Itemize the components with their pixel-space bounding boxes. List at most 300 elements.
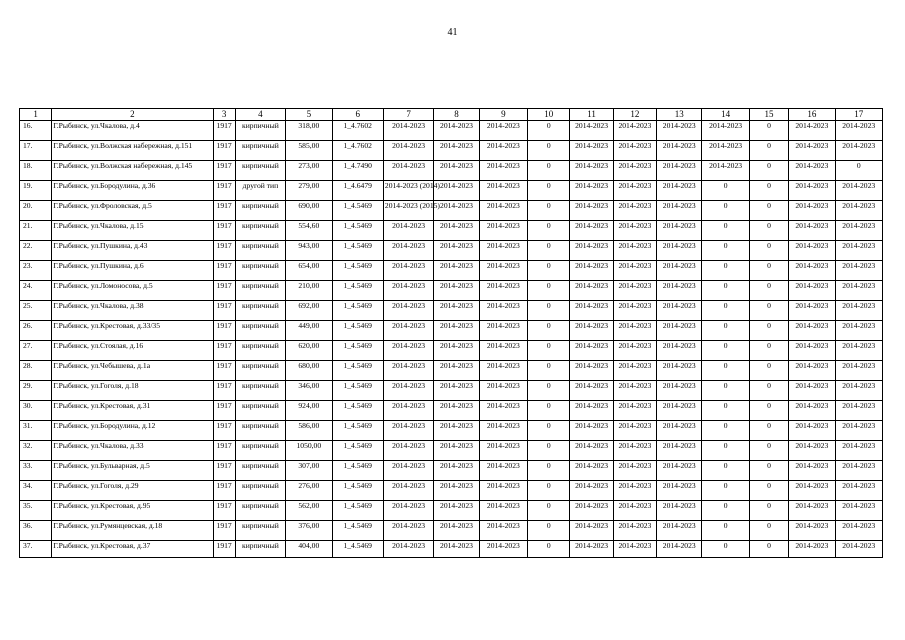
table-cell: 2014-2023 (434, 381, 479, 401)
table-cell: 0 (749, 401, 788, 421)
table-cell: 404,00 (286, 541, 332, 558)
table-cell: 2014-2023 (789, 141, 835, 161)
table-cell: 0 (528, 341, 570, 361)
table-cell: 2014-2023 (383, 381, 433, 401)
table-cell: 0 (702, 421, 749, 441)
table-cell: 0 (749, 341, 788, 361)
table-cell: 1_4.5469 (332, 441, 383, 461)
table-cell: 2014-2023 (789, 441, 835, 461)
table-cell: 2014-2023 (434, 521, 479, 541)
table-cell: 2014-2023 (383, 461, 433, 481)
address-cell: Г.Рыбинск, ул.Чкалова, д.15 (52, 221, 213, 241)
table-cell: 1917 (213, 161, 235, 181)
table-cell: 2014-2023 (835, 261, 883, 281)
table-cell: 2014-2023 (657, 381, 702, 401)
table-row (20, 481, 883, 501)
table-cell: 1917 (213, 181, 235, 201)
address-cell: Г.Рыбинск, ул.Гоголя, д.18 (52, 381, 213, 401)
table-cell: 0 (528, 421, 570, 441)
table-cell: 2014-2023 (835, 521, 883, 541)
table-cell: 1917 (213, 321, 235, 341)
table-cell: 1_4.5469 (332, 241, 383, 261)
table-cell: 0 (528, 161, 570, 181)
table-cell: 2014-2023 (383, 321, 433, 341)
table-cell: 2014-2023 (479, 161, 527, 181)
column-number-cell: 2 (52, 109, 213, 121)
table-cell: кирпичный (235, 221, 285, 241)
table-cell: 2014-2023 (789, 121, 835, 141)
table-cell: 2014-2023 (383, 341, 433, 361)
table-cell: 2014-2023 (434, 241, 479, 261)
row-number-cell: 24. (20, 281, 52, 301)
table-row (20, 361, 883, 381)
address-cell: Г.Рыбинск, ул.Румянцевская, д.18 (52, 521, 213, 541)
table-cell: 2014-2023 (613, 541, 656, 558)
table-cell: 2014-2023 (835, 361, 883, 381)
table-cell: кирпичный (235, 441, 285, 461)
table-cell: 2014-2023 (383, 141, 433, 161)
table-cell: 2014-2023 (613, 481, 656, 501)
row-number-cell: 21. (20, 221, 52, 241)
table-cell: 0 (528, 461, 570, 481)
table-cell: 0 (702, 361, 749, 381)
address-cell: Г.Рыбинск, ул.Ломоносова, д.5 (52, 281, 213, 301)
table-cell: 0 (749, 501, 788, 521)
table-cell: 1_4.5469 (332, 501, 383, 521)
table-cell: 2014-2023 (434, 481, 479, 501)
address-cell: Г.Рыбинск, ул.Волжская набережная, д.145 (52, 161, 213, 181)
table-row (20, 301, 883, 321)
table-cell: 1_4.5469 (332, 381, 383, 401)
housing-register-table (19, 108, 883, 558)
table-cell: 2014-2023 (789, 521, 835, 541)
table-cell: 562,00 (286, 501, 332, 521)
table-cell: 2014-2023 (789, 341, 835, 361)
table-cell: 2014-2023 (479, 261, 527, 281)
column-number-cell: 14 (702, 109, 749, 121)
table-cell: 1_4.5469 (332, 481, 383, 501)
table-cell: 2014-2023 (613, 141, 656, 161)
table-cell: 2014-2023 (570, 141, 613, 161)
table-cell: 2014-2023 (835, 221, 883, 241)
table-cell: 1917 (213, 301, 235, 321)
table-cell: 0 (749, 381, 788, 401)
table-cell: 1_4.5469 (332, 421, 383, 441)
table-row (20, 321, 883, 341)
table-cell: 0 (702, 281, 749, 301)
table-cell: кирпичный (235, 401, 285, 421)
table-cell: 0 (528, 441, 570, 461)
table-cell: 2014-2023 (383, 301, 433, 321)
table-cell: 0 (749, 421, 788, 441)
table-cell: кирпичный (235, 321, 285, 341)
table-cell: 2014-2023 (479, 361, 527, 381)
table-cell: 2014-2023 (657, 361, 702, 381)
row-number-cell: 26. (20, 321, 52, 341)
table-cell: 2014-2023 (570, 521, 613, 541)
table-cell: 0 (702, 481, 749, 501)
table-cell: кирпичный (235, 361, 285, 381)
table-cell: 1_4.7490 (332, 161, 383, 181)
table-cell: 2014-2023 (835, 381, 883, 401)
row-number-cell: 34. (20, 481, 52, 501)
table-cell: 2014-2023 (613, 121, 656, 141)
table-cell: 2014-2023 (835, 481, 883, 501)
table-cell: кирпичный (235, 301, 285, 321)
table-cell: 2014-2023 (570, 161, 613, 181)
table-cell: 2014-2023 (570, 541, 613, 558)
table-cell: 2014-2023 (657, 221, 702, 241)
table-cell: 2014-2023 (613, 161, 656, 181)
table-cell: 2014-2023 (383, 481, 433, 501)
table-row (20, 201, 883, 221)
row-number-cell: 36. (20, 521, 52, 541)
table-cell: 2014-2023 (835, 281, 883, 301)
table-cell: 2014-2023 (383, 401, 433, 421)
table-cell: 2014-2023 (383, 241, 433, 261)
table-cell: 2014-2023 (702, 141, 749, 161)
table-cell: 2014-2023 (383, 221, 433, 241)
table-cell: 2014-2023 (383, 161, 433, 181)
table-row (20, 421, 883, 441)
row-number-cell: 22. (20, 241, 52, 261)
table-cell: 1917 (213, 221, 235, 241)
table-cell: 2014-2023 (570, 181, 613, 201)
table-cell: 1_4.5469 (332, 361, 383, 381)
table-cell: 2014-2023 (657, 301, 702, 321)
table-cell: 2014-2023 (657, 481, 702, 501)
table-cell: 2014-2023 (835, 141, 883, 161)
page-number: 41 (447, 27, 458, 38)
table-cell: 2014-2023 (570, 461, 613, 481)
table-cell: 2014-2023 (613, 301, 656, 321)
table-cell: 2014-2023 (789, 161, 835, 181)
table-cell: 2014-2023 (479, 401, 527, 421)
address-cell: Г.Рыбинск, ул.Фроловская, д.5 (52, 201, 213, 221)
table-cell: 2014-2023 (383, 121, 433, 141)
table-cell: 0 (702, 461, 749, 481)
table-cell: 2014-2023 (789, 481, 835, 501)
table-cell: 2014-2023 (789, 201, 835, 221)
table-cell: 1_4.5469 (332, 461, 383, 481)
table-cell: 2014-2023 (434, 501, 479, 521)
table-cell: 0 (702, 501, 749, 521)
table-cell: 2014-2023 (434, 441, 479, 461)
table-cell: 2014-2023 (570, 301, 613, 321)
table-cell: 276,00 (286, 481, 332, 501)
table-cell: 0 (702, 221, 749, 241)
table-cell: 2014-2023 (657, 281, 702, 301)
table-cell: 2014-2023 (613, 521, 656, 541)
table-cell: 1_4.7602 (332, 141, 383, 161)
table-cell: 2014-2023 (789, 541, 835, 558)
table-cell: 0 (702, 301, 749, 321)
table-cell: 2014-2023 (383, 281, 433, 301)
table-cell: 2014-2023 (613, 401, 656, 421)
table-cell: 2014-2023 (613, 501, 656, 521)
table-cell: 2014-2023 (570, 441, 613, 461)
table-cell: 2014-2023 (657, 161, 702, 181)
table-cell: 2014-2023 (835, 241, 883, 261)
table-cell: 2014-2023 (570, 321, 613, 341)
column-number-cell: 7 (383, 109, 433, 121)
table-cell: 2014-2023 (479, 241, 527, 261)
table-cell: 2014-2023 (613, 281, 656, 301)
table-cell: 1917 (213, 541, 235, 558)
table-cell: 2014-2023 (434, 261, 479, 281)
table-cell: кирпичный (235, 481, 285, 501)
table-cell: 2014-2023 (434, 321, 479, 341)
table-cell: 0 (749, 141, 788, 161)
address-cell: Г.Рыбинск, ул.Стоялая, д.16 (52, 341, 213, 361)
table-cell: 2014-2023 (383, 441, 433, 461)
table-cell: 376,00 (286, 521, 332, 541)
row-number-cell: 27. (20, 341, 52, 361)
table-cell: 2014-2023 (479, 121, 527, 141)
table-cell: 2014-2023 (479, 441, 527, 461)
table-cell: 2014-2023 (434, 181, 479, 201)
table-cell: 1_4.5469 (332, 401, 383, 421)
table-cell: 346,00 (286, 381, 332, 401)
table-row (20, 141, 883, 161)
table-cell: кирпичный (235, 161, 285, 181)
table-cell: 2014-2023 (570, 401, 613, 421)
table-cell: кирпичный (235, 261, 285, 281)
table-cell: 2014-2023 (613, 441, 656, 461)
table-cell: 2014-2023 (835, 501, 883, 521)
table-cell: 2014-2023 (613, 221, 656, 241)
table-cell: 2014-2023 (479, 381, 527, 401)
row-number-cell: 25. (20, 301, 52, 321)
column-number-cell: 17 (835, 109, 883, 121)
table-cell: 585,00 (286, 141, 332, 161)
table-cell: 2014-2023 (657, 121, 702, 141)
row-number-cell: 31. (20, 421, 52, 441)
column-number-cell: 5 (286, 109, 332, 121)
table-cell: 2014-2023 (434, 401, 479, 421)
table-cell: 1917 (213, 361, 235, 381)
address-cell: Г.Рыбинск, ул.Бородулина, д.36 (52, 181, 213, 201)
table-cell: 2014-2023 (434, 421, 479, 441)
table-row (20, 221, 883, 241)
table-cell: 2014-2023 (835, 461, 883, 481)
table-cell: 0 (702, 521, 749, 541)
table-cell: 654,00 (286, 261, 332, 281)
table-cell: 1050,00 (286, 441, 332, 461)
table-cell: другой тип (235, 181, 285, 201)
address-cell: Г.Рыбинск, ул.Крестовая, д.33/35 (52, 321, 213, 341)
table-cell: 1917 (213, 241, 235, 261)
address-cell: Г.Рыбинск, ул.Чебышева, д.1а (52, 361, 213, 381)
table-cell: 0 (528, 221, 570, 241)
table-cell: 0 (749, 181, 788, 201)
address-cell: Г.Рыбинск, ул.Бородулина, д.12 (52, 421, 213, 441)
table-row (20, 241, 883, 261)
column-number-row (20, 109, 883, 121)
address-cell: Г.Рыбинск, ул.Чкалова, д.4 (52, 121, 213, 141)
address-cell: Г.Рыбинск, ул.Пушкина, д.43 (52, 241, 213, 261)
table-cell: 2014-2023 (613, 341, 656, 361)
row-number-cell: 16. (20, 121, 52, 141)
table-cell: 2014-2023 (789, 261, 835, 281)
table-cell: 2014-2023 (835, 441, 883, 461)
table-cell: 1917 (213, 461, 235, 481)
table-cell: 2014-2023 (657, 521, 702, 541)
table-cell: 1917 (213, 281, 235, 301)
table-cell: 2014-2023 (434, 221, 479, 241)
table-cell: кирпичный (235, 341, 285, 361)
table-cell: 1_4.5469 (332, 321, 383, 341)
table-cell: 0 (528, 121, 570, 141)
table-cell: 1_4.6479 (332, 181, 383, 201)
table-cell: 273,00 (286, 161, 332, 181)
table-cell: 0 (528, 181, 570, 201)
table-cell: кирпичный (235, 281, 285, 301)
table-cell: 0 (528, 261, 570, 281)
table-cell: 2014-2023 (479, 201, 527, 221)
table-cell: 0 (528, 301, 570, 321)
table-cell: 0 (528, 481, 570, 501)
table-cell: 0 (749, 261, 788, 281)
table-cell: 2014-2023 (657, 421, 702, 441)
table-cell: 0 (528, 141, 570, 161)
table-cell: 2014-2023 (613, 361, 656, 381)
table-cell: 0 (702, 401, 749, 421)
table-cell: 2014-2023 (570, 281, 613, 301)
table-cell: 2014-2023 (434, 161, 479, 181)
table-cell: 0 (528, 321, 570, 341)
column-number-cell: 6 (332, 109, 383, 121)
table-cell: 2014-2023 (789, 421, 835, 441)
table-cell: 2014-2023 (479, 181, 527, 201)
table-cell: 2014-2023 (613, 381, 656, 401)
table-cell: 2014-2023 (835, 401, 883, 421)
table-cell: кирпичный (235, 201, 285, 221)
table-cell: 2014-2023 (613, 421, 656, 441)
table-cell: 1_4.5469 (332, 261, 383, 281)
table-cell: 1_4.5469 (332, 201, 383, 221)
table-cell: 2014-2023 (789, 401, 835, 421)
table-cell: 943,00 (286, 241, 332, 261)
column-number-cell: 3 (213, 109, 235, 121)
row-number-cell: 29. (20, 381, 52, 401)
table-cell: 2014-2023 (479, 421, 527, 441)
table-cell: 0 (702, 261, 749, 281)
table-cell: 0 (528, 201, 570, 221)
table-cell: 1917 (213, 141, 235, 161)
table-cell: 0 (702, 441, 749, 461)
table-cell: 2014-2023 (657, 501, 702, 521)
table-cell: 2014-2023 (657, 261, 702, 281)
table-cell: 2014-2023 (789, 381, 835, 401)
table-cell: 0 (749, 541, 788, 558)
table-cell: 2014-2023 (835, 341, 883, 361)
table-cell: 2014-2023 (789, 361, 835, 381)
table-cell: 2014-2023 (657, 541, 702, 558)
table-row (20, 521, 883, 541)
table-row (20, 341, 883, 361)
table-cell: 2014-2023 (2014) (383, 181, 433, 201)
table-cell: 2014-2023 (789, 241, 835, 261)
table-cell: 2014-2023 (657, 401, 702, 421)
table-cell: 2014-2023 (657, 441, 702, 461)
table-cell: 1917 (213, 381, 235, 401)
table-cell: 1_4.5469 (332, 521, 383, 541)
address-cell: Г.Рыбинск, ул.Гоголя, д.29 (52, 481, 213, 501)
table-cell: 2014-2023 (570, 361, 613, 381)
table-cell: 0 (749, 241, 788, 261)
table-cell: 2014-2023 (479, 541, 527, 558)
table-cell: 1917 (213, 421, 235, 441)
table-cell: 0 (702, 201, 749, 221)
table-cell: 1917 (213, 521, 235, 541)
table-cell: 0 (749, 361, 788, 381)
table-cell: 1917 (213, 261, 235, 281)
table-cell: 0 (749, 461, 788, 481)
table-cell: 2014-2023 (613, 461, 656, 481)
table-cell: 0 (749, 301, 788, 321)
table-cell: 2014-2023 (383, 521, 433, 541)
table-cell: 0 (528, 401, 570, 421)
column-number-cell: 12 (613, 109, 656, 121)
table-cell: 2014-2023 (657, 341, 702, 361)
table-cell: 449,00 (286, 321, 332, 341)
table-cell: 2014-2023 (383, 501, 433, 521)
table-cell: кирпичный (235, 241, 285, 261)
table-row (20, 161, 883, 181)
column-number-cell: 16 (789, 109, 835, 121)
table-cell: 924,00 (286, 401, 332, 421)
table-cell: 1917 (213, 441, 235, 461)
table-cell: 1917 (213, 121, 235, 141)
table-cell: 2014-2023 (383, 361, 433, 381)
table-cell: 0 (749, 161, 788, 181)
table-cell: кирпичный (235, 141, 285, 161)
table-cell: 2014-2023 (835, 301, 883, 321)
table-cell: 0 (528, 521, 570, 541)
table-cell: 2014-2023 (702, 161, 749, 181)
row-number-cell: 19. (20, 181, 52, 201)
table-cell: 2014-2023 (570, 381, 613, 401)
table-cell: 1917 (213, 481, 235, 501)
table-cell: 2014-2023 (434, 301, 479, 321)
column-number-cell: 11 (570, 109, 613, 121)
table-cell: 2014-2023 (789, 301, 835, 321)
table-cell: 2014-2023 (2015) (383, 201, 433, 221)
table-body (20, 109, 883, 558)
table-cell: 2014-2023 (383, 261, 433, 281)
table-cell: 2014-2023 (479, 481, 527, 501)
table-cell: 0 (749, 321, 788, 341)
row-number-cell: 30. (20, 401, 52, 421)
address-cell: Г.Рыбинск, ул.Крестовая, д.95 (52, 501, 213, 521)
table-cell: кирпичный (235, 421, 285, 441)
table-row (20, 121, 883, 141)
address-cell: Г.Рыбинск, ул.Чкалова, д.38 (52, 301, 213, 321)
table-cell: 0 (749, 121, 788, 141)
table-cell: 586,00 (286, 421, 332, 441)
table-cell: 2014-2023 (479, 501, 527, 521)
address-cell: Г.Рыбинск, ул.Пушкина, д.6 (52, 261, 213, 281)
table-cell: 1_4.5469 (332, 341, 383, 361)
table-cell: 2014-2023 (835, 321, 883, 341)
table-cell: 307,00 (286, 461, 332, 481)
table-cell: 2014-2023 (835, 201, 883, 221)
row-number-cell: 20. (20, 201, 52, 221)
table-cell: 0 (835, 161, 883, 181)
table-cell: 2014-2023 (570, 481, 613, 501)
address-cell: Г.Рыбинск, ул.Чкалова, д.33 (52, 441, 213, 461)
